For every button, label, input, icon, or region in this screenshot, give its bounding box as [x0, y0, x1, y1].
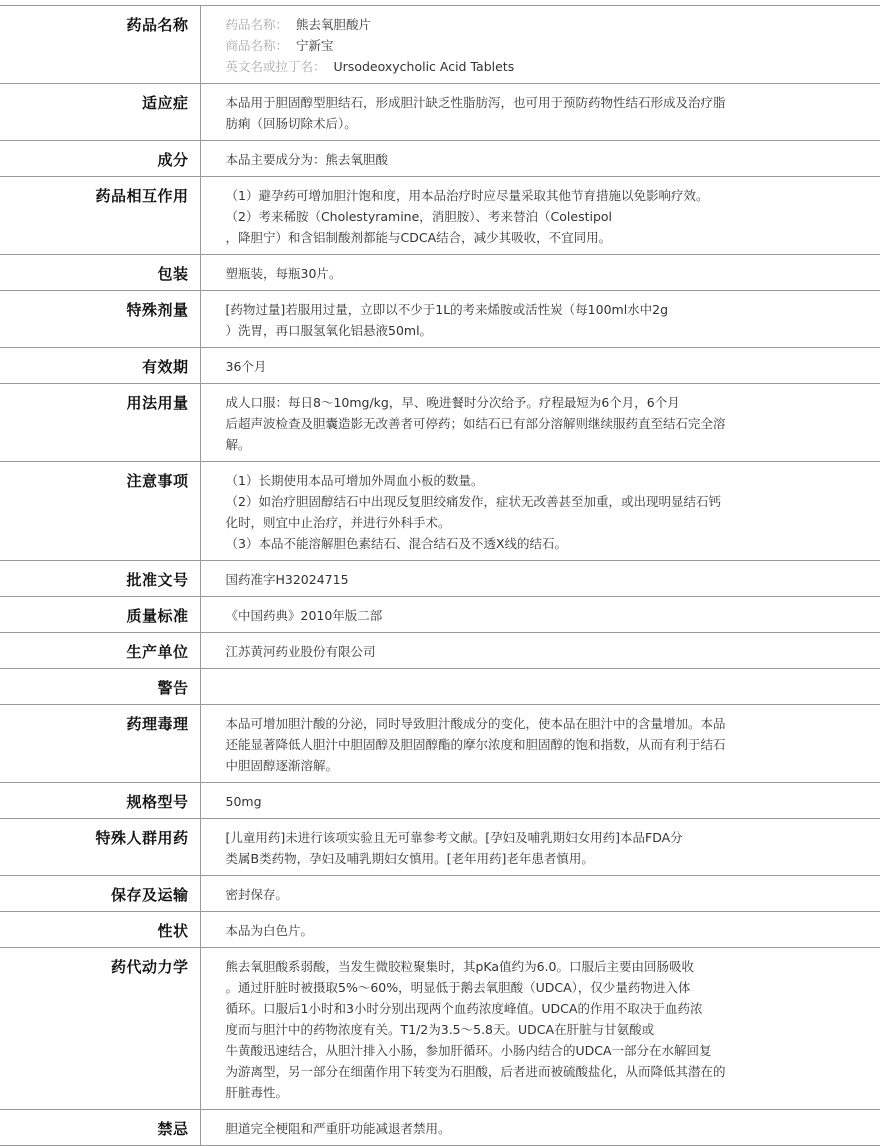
row-value	[200, 783, 880, 819]
row-label: 有效期	[0, 348, 200, 384]
row-value	[200, 948, 880, 1110]
value-line: 本品主要成分为：熊去氧胆酸	[225, 152, 389, 167]
table-row	[0, 348, 880, 384]
value-line: 熊去氧胆酸系弱酸，当发生微胶粒聚集时，其pKa值约为6.0。口服后主要由回肠吸收	[225, 959, 694, 974]
row-label: 适应症	[0, 84, 200, 141]
value-line: ，降胆宁）和含铝制酸剂都能与CDCA结合，减少其吸收，不宜同用。	[225, 230, 612, 245]
value-line: [儿童用药]未进行该项实验且无可靠参考文献。[孕妇及哺乳期妇女用药]本品FDA分	[225, 830, 683, 845]
row-value	[200, 84, 880, 141]
value-line: 胆道完全梗阻和严重肝功能减退者禁用。	[225, 1121, 451, 1136]
value-line: 塑瓶装，每瓶30片。	[225, 266, 342, 281]
value-line: 解。	[225, 437, 251, 452]
row-label: 批准文号	[0, 561, 200, 597]
value-line: 肪痢（回肠切除术后）。	[225, 116, 357, 131]
row-label: 药品相互作用	[0, 177, 200, 255]
table-body	[0, 6, 880, 1146]
row-label: 包装	[0, 255, 200, 291]
row-label: 特殊人群用药	[0, 819, 200, 876]
name-value: Ursodeoxycholic Acid Tablets	[333, 59, 515, 74]
row-label: 规格型号	[0, 783, 200, 819]
row-value	[200, 1110, 880, 1146]
row-value	[200, 819, 880, 876]
row-value	[200, 384, 880, 462]
generic-name-line	[226, 14, 801, 35]
value-line: 江苏黄河药业股份有限公司	[225, 644, 376, 659]
name-key: 商品名称：	[225, 38, 289, 53]
row-value	[200, 876, 880, 912]
table-row	[0, 705, 880, 783]
drug-info-table	[0, 5, 880, 1146]
value-line: 本品用于胆固醇型胆结石，形成胆汁缺乏性脂肪泻，也可用于预防药物性结石形成及治疗脂	[225, 95, 726, 110]
value-line: 《中国药典》2010年版二部	[225, 608, 383, 623]
name-key: 药品名称：	[225, 17, 289, 32]
table-row	[0, 1110, 880, 1146]
row-label: 禁忌	[0, 1110, 200, 1146]
table-row	[0, 462, 880, 561]
row-value	[200, 912, 880, 948]
row-label: 生产单位	[0, 633, 200, 669]
value-line: 化时，则宜中止治疗，并进行外科手术。	[225, 515, 451, 530]
value-line: 36个月	[225, 359, 267, 374]
table-row	[0, 783, 880, 819]
table-row	[0, 141, 880, 177]
value-line: （2）如治疗胆固醇结石中出现反复胆绞痛发作，症状无改善甚至加重，或出现明显结石钙	[225, 494, 721, 509]
table-row	[0, 291, 880, 348]
row-value	[200, 6, 880, 84]
row-value	[200, 141, 880, 177]
row-label: 警告	[0, 669, 200, 705]
value-line: 还能显著降低人胆汁中胆固醇及胆固醇酯的摩尔浓度和胆固醇的饱和指数，从而有利于结石	[225, 737, 726, 752]
row-label: 质量标准	[0, 597, 200, 633]
row-value	[200, 633, 880, 669]
value-line: 肝脏毒性。	[225, 1085, 289, 1100]
value-line: 密封保存。	[225, 887, 289, 902]
row-label: 保存及运输	[0, 876, 200, 912]
table-row	[0, 6, 880, 84]
value-line: 本品为白色片。	[225, 923, 314, 938]
row-label: 性状	[0, 912, 200, 948]
row-value	[200, 561, 880, 597]
table-row	[0, 633, 880, 669]
value-line: 为游离型，另一部分在细菌作用下转变为石胆酸，后者进而被硫酸盐化，从而降低其潜在的	[225, 1064, 726, 1079]
row-label: 成分	[0, 141, 200, 177]
row-value	[200, 291, 880, 348]
value-line: 国药准字H32024715	[225, 572, 349, 587]
value-line: 中胆固醇逐渐溶解。	[225, 758, 339, 773]
row-value	[200, 462, 880, 561]
table-row	[0, 597, 880, 633]
table-row	[0, 876, 880, 912]
value-line: 50mg	[225, 794, 262, 809]
value-line: 本品可增加胆汁酸的分泌，同时导致胆汁酸成分的变化，使本品在胆汁中的含量增加。本品	[225, 716, 726, 731]
row-value	[200, 255, 880, 291]
table-row	[0, 84, 880, 141]
row-label: 药代动力学	[0, 948, 200, 1110]
table-row	[0, 912, 880, 948]
row-label: 特殊剂量	[0, 291, 200, 348]
value-line: （2）考来稀胺（Cholestyramine，消胆胺）、考来替泊（Colestipol	[225, 209, 613, 224]
value-line: 。通过肝脏时被摄取5%～60%，明显低于鹅去氧胆酸（UDCA），仅少量药物进入体	[225, 980, 691, 995]
table-row	[0, 561, 880, 597]
row-value	[200, 597, 880, 633]
row-value	[200, 705, 880, 783]
row-label: 药品名称	[0, 6, 200, 84]
value-line: （1）长期使用本品可增加外周血小板的数量。	[225, 473, 484, 488]
table-row	[0, 384, 880, 462]
name-key: 英文名或拉丁名：	[225, 59, 326, 74]
table-row	[0, 669, 880, 705]
english-name-line	[226, 56, 801, 77]
value-line: 度而与胆汁中的药物浓度有关。T1/2为3.5～5.8天。UDCA在肝脏与甘氨酸或	[225, 1022, 655, 1037]
row-value	[200, 177, 880, 255]
row-label: 用法用量	[0, 384, 200, 462]
table-row	[0, 819, 880, 876]
value-line: （3）本品不能溶解胆色素结石、混合结石及不透X线的结石。	[225, 536, 568, 551]
value-line: （1）避孕药可增加胆汁饱和度，用本品治疗时应尽量采取其他节育措施以免影响疗效。	[225, 188, 709, 203]
row-label: 注意事项	[0, 462, 200, 561]
value-line: ）洗胃，再口服氢氧化铝悬液50ml。	[225, 323, 433, 338]
value-line: 成人口服：每日8～10mg/kg，早、晚进餐时分次给予。疗程最短为6个月，6个月	[225, 395, 680, 410]
name-value: 熊去氧胆酸片	[296, 17, 372, 32]
row-value	[200, 669, 880, 705]
table-row	[0, 177, 880, 255]
trade-name-line	[226, 35, 801, 56]
name-value: 宁新宝	[296, 38, 334, 53]
value-line: 循环。口服后1小时和3小时分别出现两个血药浓度峰值。UDCA的作用不取决于血药浓	[225, 1001, 703, 1016]
row-value	[200, 348, 880, 384]
value-line: [药物过量]若服用过量，立即以不少于1L的考来烯胺或活性炭（每100ml水中2g	[225, 302, 669, 317]
value-line: 牛黄酸迅速结合，从胆汁排入小肠，参加肝循环。小肠内结合的UDCA一部分在水解回复	[225, 1043, 712, 1058]
table-row	[0, 255, 880, 291]
table-row	[0, 948, 880, 1110]
value-line: 类属B类药物，孕妇及哺乳期妇女慎用。[老年用药]老年患者慎用。	[225, 851, 594, 866]
value-line: 后超声波检查及胆囊造影无改善者可停药；如结石已有部分溶解则继续服药直至结石完全溶	[225, 416, 726, 431]
row-label: 药理毒理	[0, 705, 200, 783]
